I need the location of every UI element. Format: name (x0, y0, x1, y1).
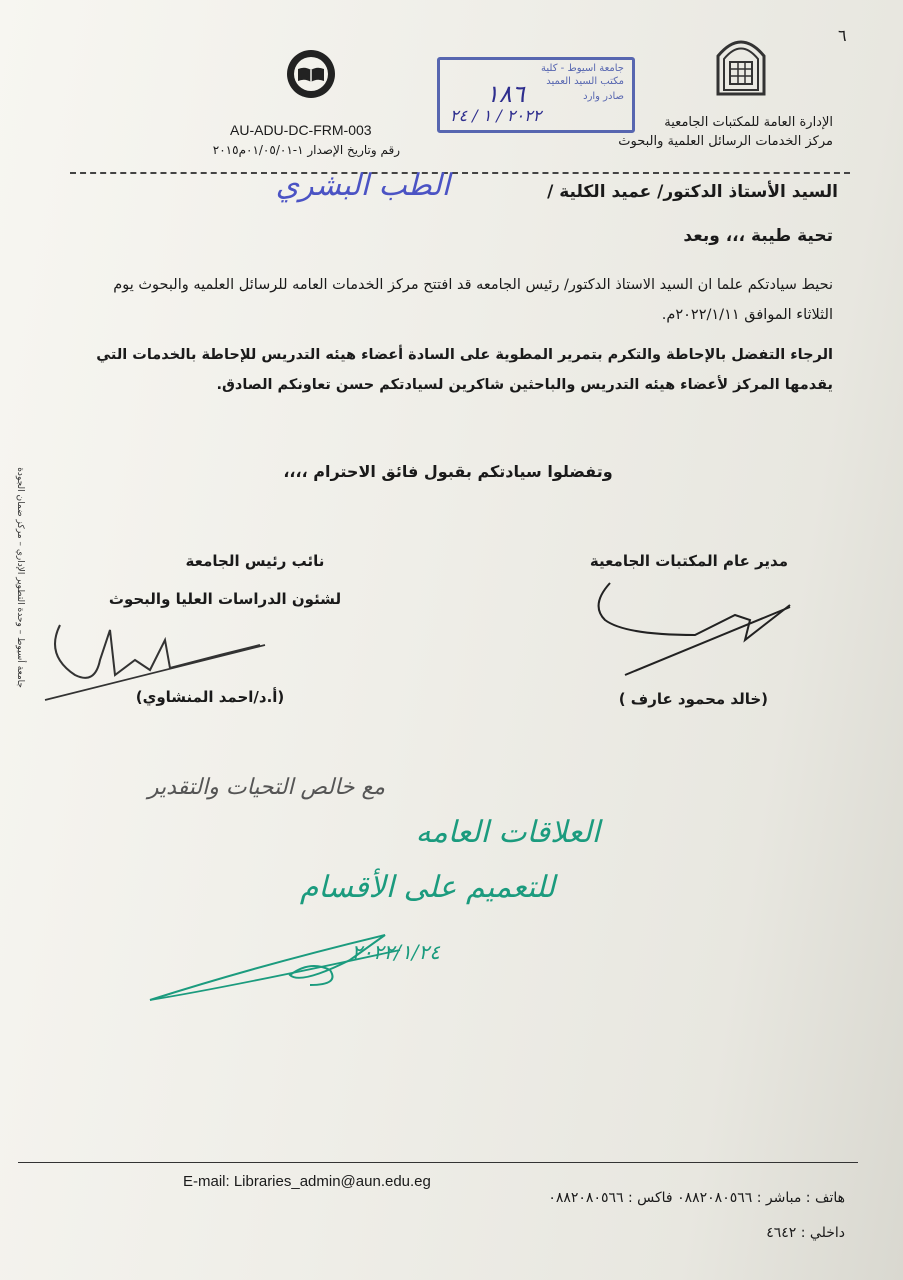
admin-name: الإدارة العامة للمكتبات الجامعية (664, 115, 833, 130)
greeting: تحية طيبة ،،، وبعد (683, 226, 833, 246)
stamp-line-1: جامعة اسيوط - كلية (541, 63, 624, 74)
right-signer-title: مدير عام المكتبات الجامعية (589, 552, 788, 570)
grey-handwritten-note: مع خالص التحيات والتقدير (147, 775, 385, 800)
recipient-title: السيد الأستاذ الدكتور/ عميد الكلية / (547, 182, 838, 202)
footer-internal: داخلي : ٤٦٤٢ (766, 1225, 845, 1241)
left-signer-name: (أ.د/احمد المنشاوي) (135, 688, 285, 706)
right-signer-name: (خالد محمود عارف ) (618, 690, 768, 708)
left-signer-title: نائب رئيس الجامعة (185, 552, 325, 570)
left-signer-title-2: لشئون الدراسات العليا والبحوث (108, 590, 342, 608)
university-logo (712, 34, 770, 96)
issue-date: رقم وتاريخ الإصدار ١-٠١/٠٥/٠١م٢٠١٥ (212, 143, 400, 157)
stamp-number: ١٨٦ (486, 80, 525, 108)
green-note-line-2: للتعميم على الأقسام (299, 870, 555, 905)
side-margin-text: جامعة أسيوط – وحدة التطوير الإداري – مركز ضمان الجودة (15, 467, 25, 688)
green-signature (140, 925, 440, 1010)
header-divider (70, 172, 850, 174)
page-mark: ٦ (838, 26, 847, 45)
footer-divider (18, 1162, 858, 1163)
right-signature (585, 575, 800, 685)
form-code: AU-ADU-DC-FRM-003 (230, 122, 372, 138)
green-note-line-1: العلاقات العامه (415, 815, 600, 850)
green-note-line-3: ٢٠٢٢/١/٢٤ (351, 940, 440, 964)
body-paragraph-2: الرجاء التفضل بالإحاطة والتكرم بتمرير المطوية على السادة أعضاء هيئه التدريس للإحاطة بالخدمات التي يقدمها المركز لأعضاء هيئه التدريس والباحثين شاكرين لسيادتكم حسن تعاونكم الصادق. (96, 347, 833, 393)
body-paragraph-1: نحيط سيادتكم علما ان السيد الاستاذ الدكتور/ رئيس الجامعه قد افتتح مركز الخدمات العامه للرسائل العلميه والبحوث يوم الثلاثاء الموافق ٢٠٢٢/١/١١م. (113, 277, 833, 323)
footer-email: E-mail: Libraries_admin@aun.edu.eg (183, 1173, 431, 1190)
faculty-handwritten: الطب البشري (275, 168, 450, 203)
closing: وتفضلوا سيادتكم بقبول فائق الاحترام ،،،، (283, 462, 613, 481)
footer-phones: هاتف : مباشر : ٠٨٨٢٠٨٠٥٦٦ فاكس : ٠٨٨٢٠٨٠٥٦٦ (548, 1190, 845, 1206)
stamp-date: ٢٠٢٢ / ١ / ٢٤ (450, 106, 542, 125)
center-name: مركز الخدمات الرسائل العلمية والبحوث (618, 134, 833, 149)
stamp-line-2: مكتب السيد العميد (546, 76, 624, 87)
library-logo (285, 48, 337, 100)
stamp-line-3: صادر وارد (583, 91, 624, 102)
